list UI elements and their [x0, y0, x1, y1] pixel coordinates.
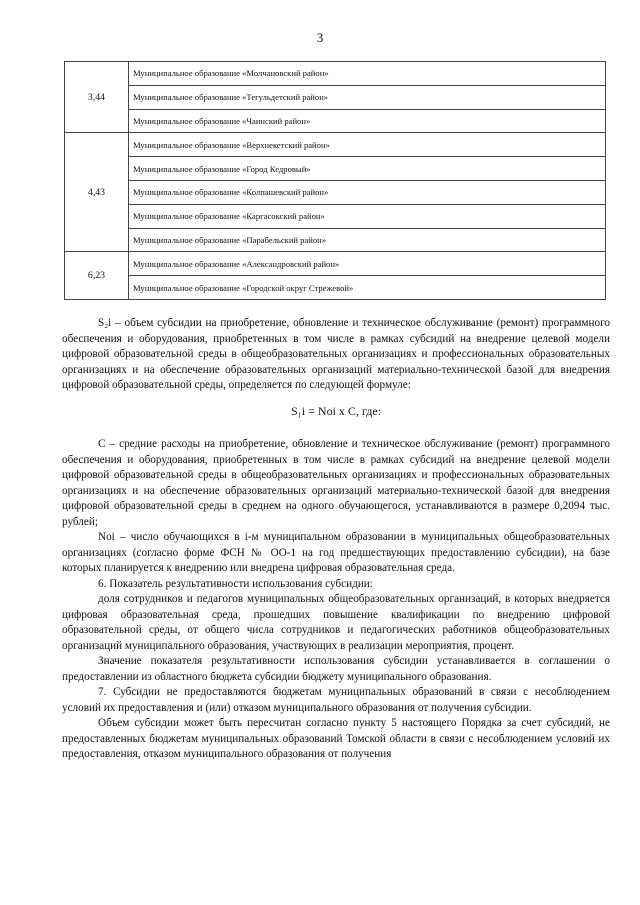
coefficient-cell: 4,43 — [65, 133, 129, 252]
table-row — [65, 62, 606, 86]
table-row — [65, 109, 606, 133]
table-row — [65, 157, 606, 181]
coefficient-cell: 6,23 — [65, 252, 129, 300]
municipality-cell: Муниципальное образование «Колпашевский район» — [129, 180, 606, 204]
coefficient-cell: 3,44 — [65, 62, 129, 133]
municipality-cell: Муниципальное образование «Верхнекетский район» — [129, 133, 606, 157]
paragraph-s2i-definition: S₂i – объем субсидии на приобретение, обновление и техническое обслуживание (ремонт) программного обеспечения и оборудования, приобретенных в том числе в рамках субсидий на внедрение целевой модели цифровой образовательной среды в общеобразовательных организациях и профессиональных образовательных организациях и на обеспечение образовательных организаций материально-технической базой для внедрения цифровой образовательной среды, определяется по следующей формуле: — [62, 317, 610, 391]
municipality-cell: Муниципальное образование «Город Кедровый» — [129, 157, 606, 181]
table-row — [65, 228, 606, 252]
table-row — [65, 276, 606, 300]
municipality-cell: Муниципальное образование «Молчановский район» — [129, 62, 606, 86]
page-number: 3 — [316, 30, 324, 45]
paragraph-c-definition: C – средние расходы на приобретение, обновление и техническое обслуживание (ремонт) программного обеспечения и оборудования, приобретенных в том числе в рамках субсидий на внедрение целевой модели цифровой образовательной среды в общеобразовательных организациях и профессиональных образовательных организациях и на обеспечение образовательных организаций материально-технической базой для внедрения цифровой образовательной среды в среднем на одного обучающегося, устанавливаются в размере 0,2094 тыс. рублей; — [62, 438, 610, 528]
municipality-cell: Муниципальное образование «Чаинский район» — [129, 109, 606, 133]
paragraph-indicator: доля сотрудников и педагогов муниципальных общеобразовательных организаций, в которых внедряется цифровая образовательная среда, прошедших повышение квалификации по внедрению цифровой образовательной среды, от общего числа сотрудников и педагогических работников общеобразовательных организаций муниципального образования, участвующих в реализации мероприятия, процент. — [62, 593, 610, 652]
paragraph-recalculation: Объем субсидии может быть пересчитан согласно пункту 5 настоящего Порядка за счет субсидий, не предоставленных бюджетам муниципальных образований Томской области в связи с несоблюдением условий их предоставления, отказом муниципального образования от получения — [62, 717, 610, 760]
table-row — [65, 252, 606, 276]
document-body — [62, 316, 610, 763]
table-row — [65, 180, 606, 204]
municipality-cell: Муниципальное образование «Городской округ Стрежевой» — [129, 276, 606, 300]
municipality-cell: Муниципальное образование «Александровский район» — [129, 252, 606, 276]
municipality-cell: Муниципальное образование «Парабельский район» — [129, 228, 606, 252]
coefficient-table — [64, 61, 606, 300]
formula: S₁i = Noi x C, где: — [290, 403, 382, 418]
paragraph-indicator-value: Значение показателя результативности использования субсидии устанавливается в соглашении о предоставлении из областного бюджета субсидии бюджету муниципального образования. — [62, 655, 610, 683]
table-row — [65, 133, 606, 157]
paragraph-noi-definition: Noi – число обучающихся в i-м муниципальном образовании в муниципальных общеобразовательных организациях (согласно форме ФСН № ОО-1 на год предшествующих предоставлению субсидии), на базе которых планируется к внедрению или внедрена цифровая образовательная среда. — [62, 531, 610, 574]
section-6-heading: 6. Показатель результативности использования субсидии: — [98, 577, 373, 590]
municipality-cell: Муниципальное образование «Тегульдетский район» — [129, 85, 606, 109]
municipality-cell: Муниципальное образование «Каргасокский район» — [129, 204, 606, 228]
section-7-paragraph: 7. Субсидии не предоставляются бюджетам муниципальных образований в связи с несоблюдением условий их предоставления и (или) отказом муниципального образования от получения субсидии. — [62, 686, 610, 714]
table-row — [65, 204, 606, 228]
table-row — [65, 85, 606, 109]
